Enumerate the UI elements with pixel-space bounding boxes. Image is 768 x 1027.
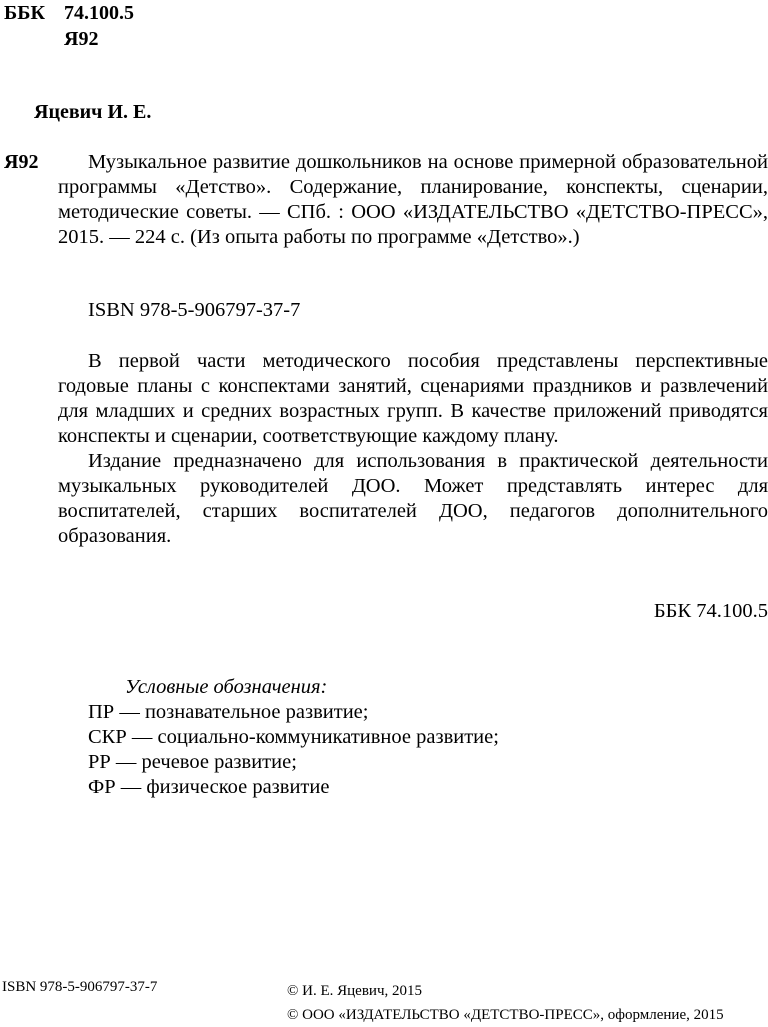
legend-item: ФР — физическое развитие [88, 776, 330, 798]
author-mark: Я92 [64, 28, 99, 50]
isbn: ISBN 978-5-906797-37-7 [88, 299, 301, 321]
footer-isbn: ISBN 978-5-906797-37-7 [2, 979, 158, 995]
legend-item: РР — речевое развитие; [88, 751, 297, 773]
annotation-paragraph: Издание предназначено для использования в практической деятельности музыкальных руководителей ДОО. Может представлять интерес для воспитателей, старших воспитателей ДОО, педагогов дополнительного образования. [58, 450, 768, 547]
bibliographic-entry: Музыкальное развитие дошкольников на основе примерной образовательной программы «Детство». Содержание, планирование, конспекты, сценарии, методические советы. — СПб. : ООО «ИЗДАТЕЛЬСТВО «ДЕТСТВО-ПРЕСС», 2015. — 224 с. (Из опыта работы по программе «Детство».) [58, 151, 768, 248]
bbk-header [4, 0, 134, 52]
legend-title: Условные обозначения: [125, 676, 328, 698]
legend-list [88, 700, 499, 800]
bbk-footer: ББК 74.100.5 [653, 600, 768, 622]
legend-item: СКР — социально-коммуникативное развитие; [88, 726, 499, 748]
annotation [58, 349, 768, 549]
annotation-paragraph: В первой части методического пособия представлены перспективные годовые планы с конспектами занятий, сценариями праздников и развлечений для младших и средних возрастных групп. В качестве приложений приводятся конспекты и сценарии, соответствующие каждому плану. [58, 350, 768, 447]
entry-mark: Я92 [4, 151, 39, 173]
legend-item: ПР — познавательное развитие; [88, 701, 369, 723]
copyright-publisher: © ООО «ИЗДАТЕЛЬСТВО «ДЕТСТВО-ПРЕСС», оформление, 2015 [287, 1007, 724, 1023]
copyright-author: © И. Е. Яцевич, 2015 [287, 983, 422, 999]
footer-copyright [287, 979, 724, 1027]
bbk-label: ББК [4, 2, 45, 24]
author-name: Яцевич И. Е. [34, 101, 152, 123]
bbk-code: 74.100.5 [64, 2, 134, 24]
